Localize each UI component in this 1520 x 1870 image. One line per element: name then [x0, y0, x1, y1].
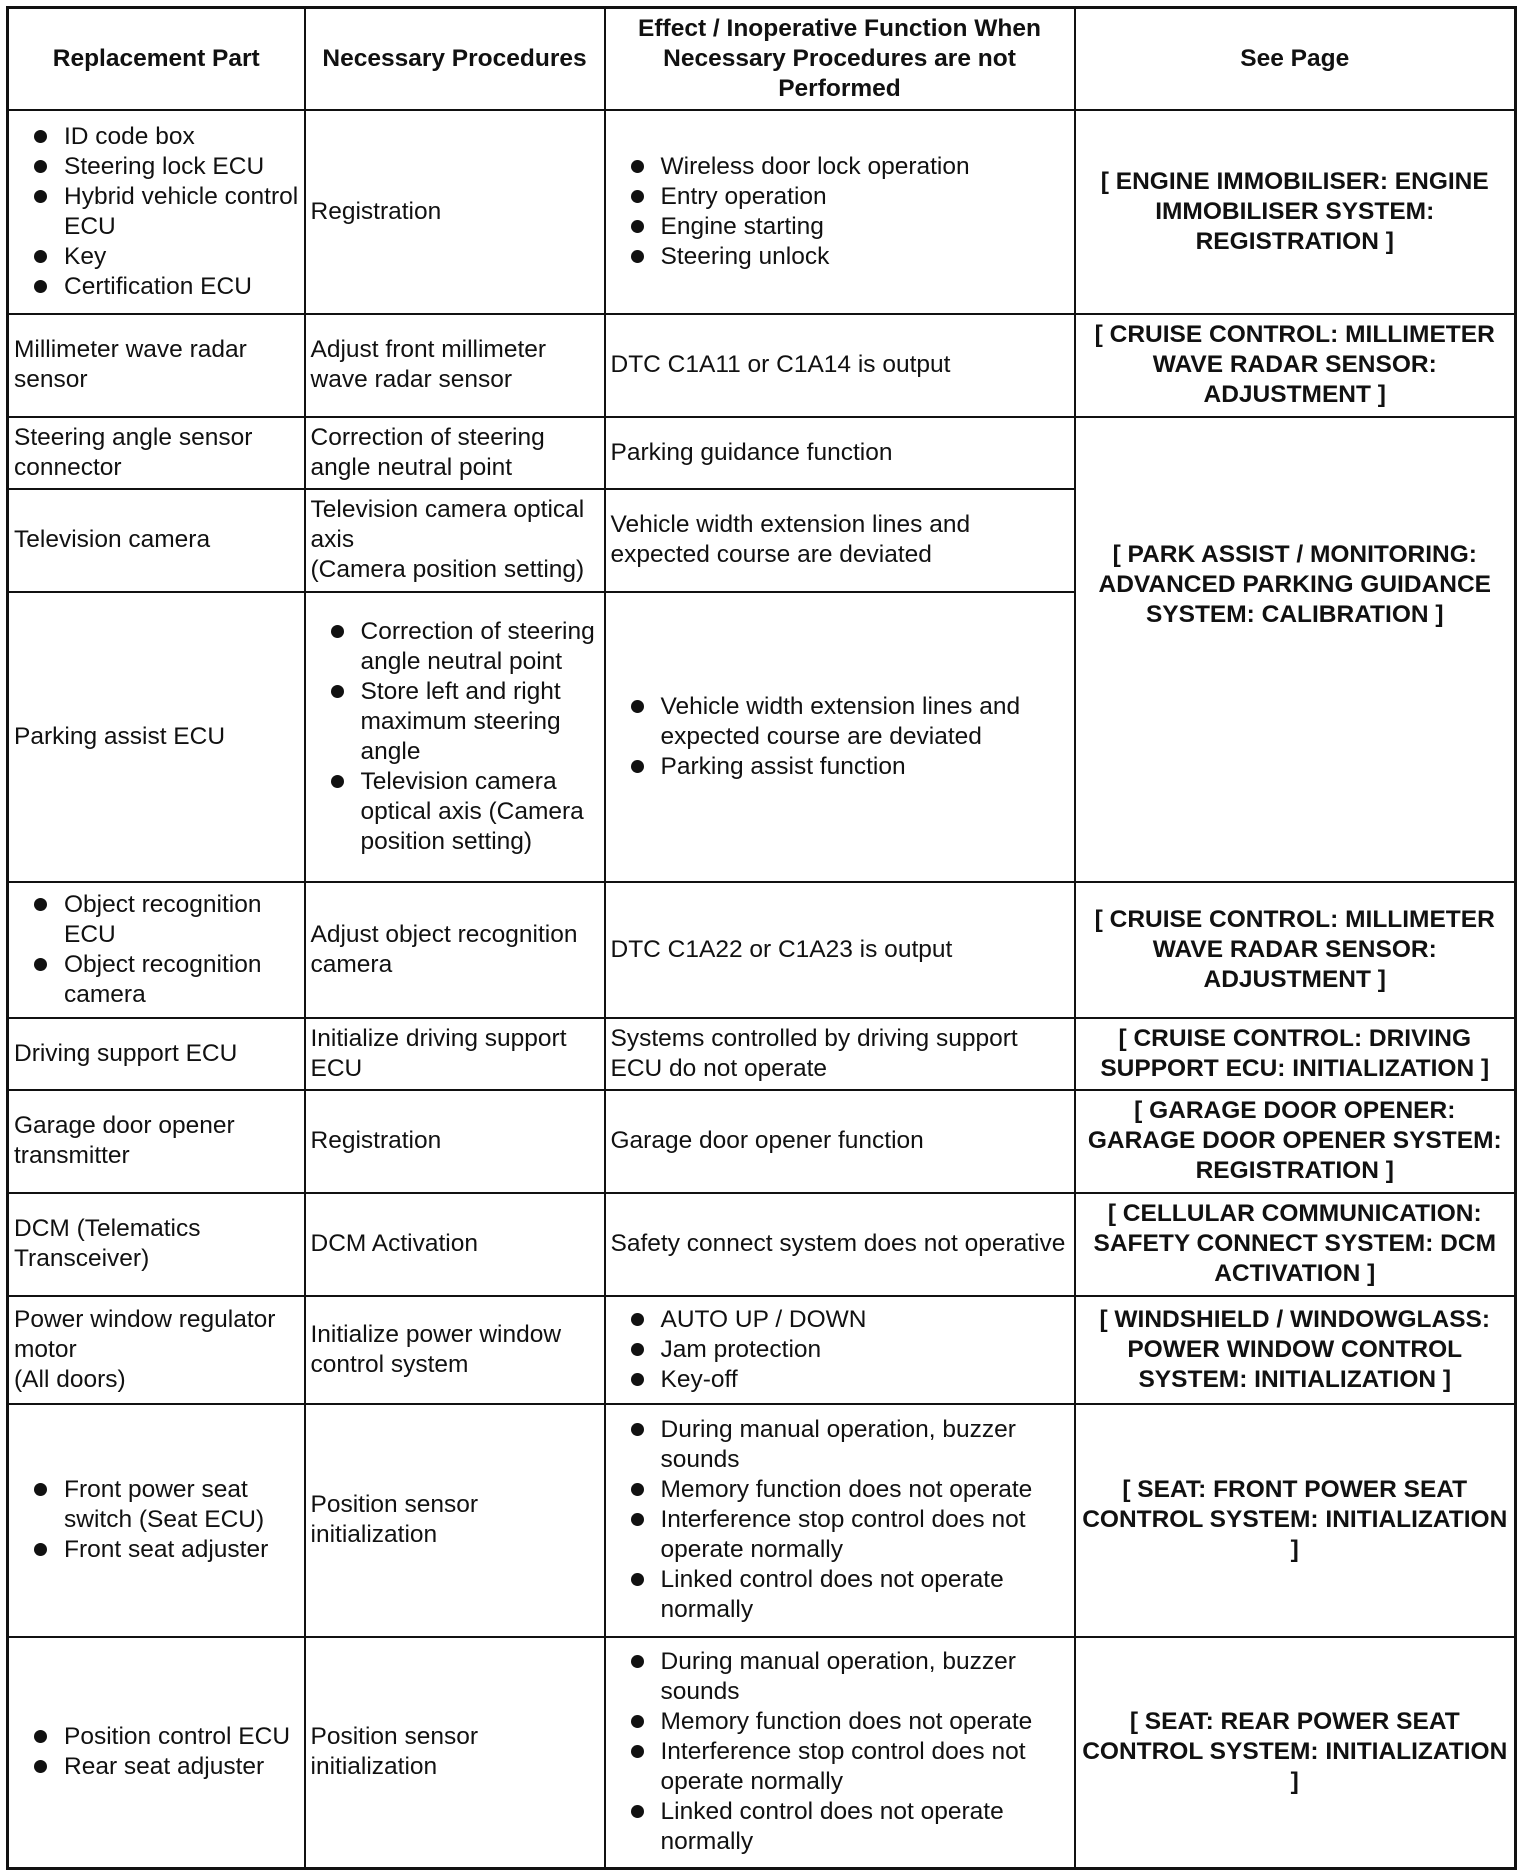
part-list	[14, 890, 301, 1010]
procedure-cell: Initialize driving support ECU	[305, 1018, 605, 1090]
procedure-cell: Adjust front millimeter wave radar sensor	[305, 314, 605, 417]
list-item: Interference stop control does not operate normally	[611, 1737, 1071, 1797]
list-item: Jam protection	[611, 1335, 1071, 1365]
procedure-line: Television camera optical axis	[310, 496, 585, 553]
effect-cell: Parking guidance function	[605, 417, 1075, 489]
list-item: Wireless door lock operation	[611, 152, 1071, 182]
list-item: Memory function does not operate	[611, 1707, 1071, 1737]
replacement-part-cell: Millimeter wave radar sensor	[8, 314, 305, 417]
table-row	[8, 1637, 1516, 1869]
effect-list	[611, 692, 1071, 782]
part-list	[14, 122, 301, 302]
table-row	[8, 1193, 1516, 1296]
header-row	[8, 8, 1516, 110]
list-item: During manual operation, buzzer sounds	[611, 1647, 1071, 1707]
see-page-reference: [ WINDSHIELD / WINDOWGLASS: POWER WINDOW CONTROL SYSTEM: INITIALIZATION ]	[1075, 1296, 1516, 1404]
table-row	[8, 1090, 1516, 1193]
list-item: Hybrid vehicle control ECU	[14, 182, 301, 242]
replacement-part-cell	[8, 110, 305, 314]
list-item: Interference stop control does not operate normally	[611, 1505, 1071, 1565]
procedure-cell: Registration	[305, 1090, 605, 1193]
table-row	[8, 314, 1516, 417]
effect-cell: Vehicle width extension lines and expected course are deviated	[605, 489, 1075, 592]
list-item: Linked control does not operate normally	[611, 1565, 1071, 1625]
procedure-cell: DCM Activation	[305, 1193, 605, 1296]
header-effect: Effect / Inoperative Function When Necessary Procedures are not Performed	[605, 8, 1075, 110]
procedure-cell	[305, 592, 605, 882]
replacement-part-cell: Garage door opener transmitter	[8, 1090, 305, 1193]
list-item: Front seat adjuster	[14, 1535, 301, 1565]
procedure-cell: Initialize power window control system	[305, 1296, 605, 1404]
see-page-reference: [ CRUISE CONTROL: DRIVING SUPPORT ECU: INITIALIZATION ]	[1075, 1018, 1516, 1090]
header-replacement-part: Replacement Part	[8, 8, 305, 110]
effect-cell	[605, 592, 1075, 882]
replacement-part-cell	[8, 1637, 305, 1869]
see-page-reference: [ ENGINE IMMOBILISER: ENGINE IMMOBILISER SYSTEM: REGISTRATION ]	[1075, 110, 1516, 314]
list-item: Engine starting	[611, 212, 1071, 242]
list-item: ID code box	[14, 122, 301, 152]
header-necessary-procedures: Necessary Procedures	[305, 8, 605, 110]
list-item: Steering lock ECU	[14, 152, 301, 182]
effect-list	[611, 1305, 1071, 1395]
see-page-reference: [ CRUISE CONTROL: MILLIMETER WAVE RADAR SENSOR: ADJUSTMENT ]	[1075, 314, 1516, 417]
replacement-part-cell: Driving support ECU	[8, 1018, 305, 1090]
list-item: During manual operation, buzzer sounds	[611, 1415, 1071, 1475]
list-item: Rear seat adjuster	[14, 1752, 301, 1782]
list-item: Object recognition ECU	[14, 890, 301, 950]
effect-cell	[605, 1404, 1075, 1637]
replacement-procedures-table	[6, 6, 1517, 1870]
list-item: Key-off	[611, 1365, 1071, 1395]
list-item: Parking assist function	[611, 752, 1071, 782]
effect-cell	[605, 1637, 1075, 1869]
procedure-cell: Adjust object recognition camera	[305, 882, 605, 1018]
effect-cell: DTC C1A11 or C1A14 is output	[605, 314, 1075, 417]
table-row	[8, 110, 1516, 314]
effect-cell: Garage door opener function	[605, 1090, 1075, 1193]
effect-cell: DTC C1A22 or C1A23 is output	[605, 882, 1075, 1018]
list-item: Front power seat switch (Seat ECU)	[14, 1475, 301, 1535]
effect-list	[611, 1415, 1071, 1625]
replacement-procedures-document	[6, 6, 1514, 1870]
see-page-reference: [ PARK ASSIST / MONITORING: ADVANCED PARKING GUIDANCE SYSTEM: CALIBRATION ]	[1075, 417, 1516, 882]
procedure-line: (Camera position setting)	[310, 556, 585, 583]
list-item: Object recognition camera	[14, 950, 301, 1010]
list-item: Key	[14, 242, 301, 272]
see-page-reference: [ CRUISE CONTROL: MILLIMETER WAVE RADAR SENSOR: ADJUSTMENT ]	[1075, 882, 1516, 1018]
list-item: Linked control does not operate normally	[611, 1797, 1071, 1857]
effect-cell	[605, 110, 1075, 314]
list-item: Store left and right maximum steering angle	[311, 677, 601, 767]
replacement-part-cell	[8, 1296, 305, 1404]
table-row	[8, 1296, 1516, 1404]
list-item: Certification ECU	[14, 272, 301, 302]
table-row	[8, 882, 1516, 1018]
procedure-cell: Registration	[305, 110, 605, 314]
see-page-reference: [ SEAT: FRONT POWER SEAT CONTROL SYSTEM: INITIALIZATION ]	[1075, 1404, 1516, 1637]
list-item: Television camera optical axis (Camera position setting)	[311, 767, 601, 857]
see-page-reference: [ CELLULAR COMMUNICATION: SAFETY CONNECT SYSTEM: DCM ACTIVATION ]	[1075, 1193, 1516, 1296]
part-line: (All doors)	[14, 1365, 126, 1393]
see-page-reference: [ GARAGE DOOR OPENER: GARAGE DOOR OPENER SYSTEM: REGISTRATION ]	[1075, 1090, 1516, 1193]
list-item: AUTO UP / DOWN	[611, 1305, 1071, 1335]
list-item: Correction of steering angle neutral point	[311, 617, 601, 677]
list-item: Memory function does not operate	[611, 1475, 1071, 1505]
list-item: Steering unlock	[611, 242, 1071, 272]
replacement-part-cell: Parking assist ECU	[8, 592, 305, 882]
effect-cell: Safety connect system does not operative	[605, 1193, 1075, 1296]
procedure-cell	[305, 489, 605, 592]
effect-list	[611, 152, 1071, 272]
replacement-part-cell	[8, 1404, 305, 1637]
table-row	[8, 1018, 1516, 1090]
list-item: Position control ECU	[14, 1722, 301, 1752]
replacement-part-cell	[8, 882, 305, 1018]
procedure-cell: Correction of steering angle neutral point	[305, 417, 605, 489]
list-item: Vehicle width extension lines and expected course are deviated	[611, 692, 1071, 752]
part-list	[14, 1722, 301, 1782]
part-line: Power window regulator motor	[14, 1305, 276, 1363]
procedure-cell: Position sensor initialization	[305, 1404, 605, 1637]
replacement-part-cell: DCM (Telematics Transceiver)	[8, 1193, 305, 1296]
see-page-reference: [ SEAT: REAR POWER SEAT CONTROL SYSTEM: INITIALIZATION ]	[1075, 1637, 1516, 1869]
header-see-page: See Page	[1075, 8, 1516, 110]
replacement-part-cell: Television camera	[8, 489, 305, 592]
procedure-cell: Position sensor initialization	[305, 1637, 605, 1869]
list-item: Entry operation	[611, 182, 1071, 212]
replacement-part-cell: Steering angle sensor connector	[8, 417, 305, 489]
effect-list	[611, 1647, 1071, 1857]
procedure-list	[311, 617, 601, 857]
table-row	[8, 1404, 1516, 1637]
table-row	[8, 417, 1516, 489]
effect-cell	[605, 1296, 1075, 1404]
part-list	[14, 1475, 301, 1565]
effect-cell: Systems controlled by driving support ECU do not operate	[605, 1018, 1075, 1090]
